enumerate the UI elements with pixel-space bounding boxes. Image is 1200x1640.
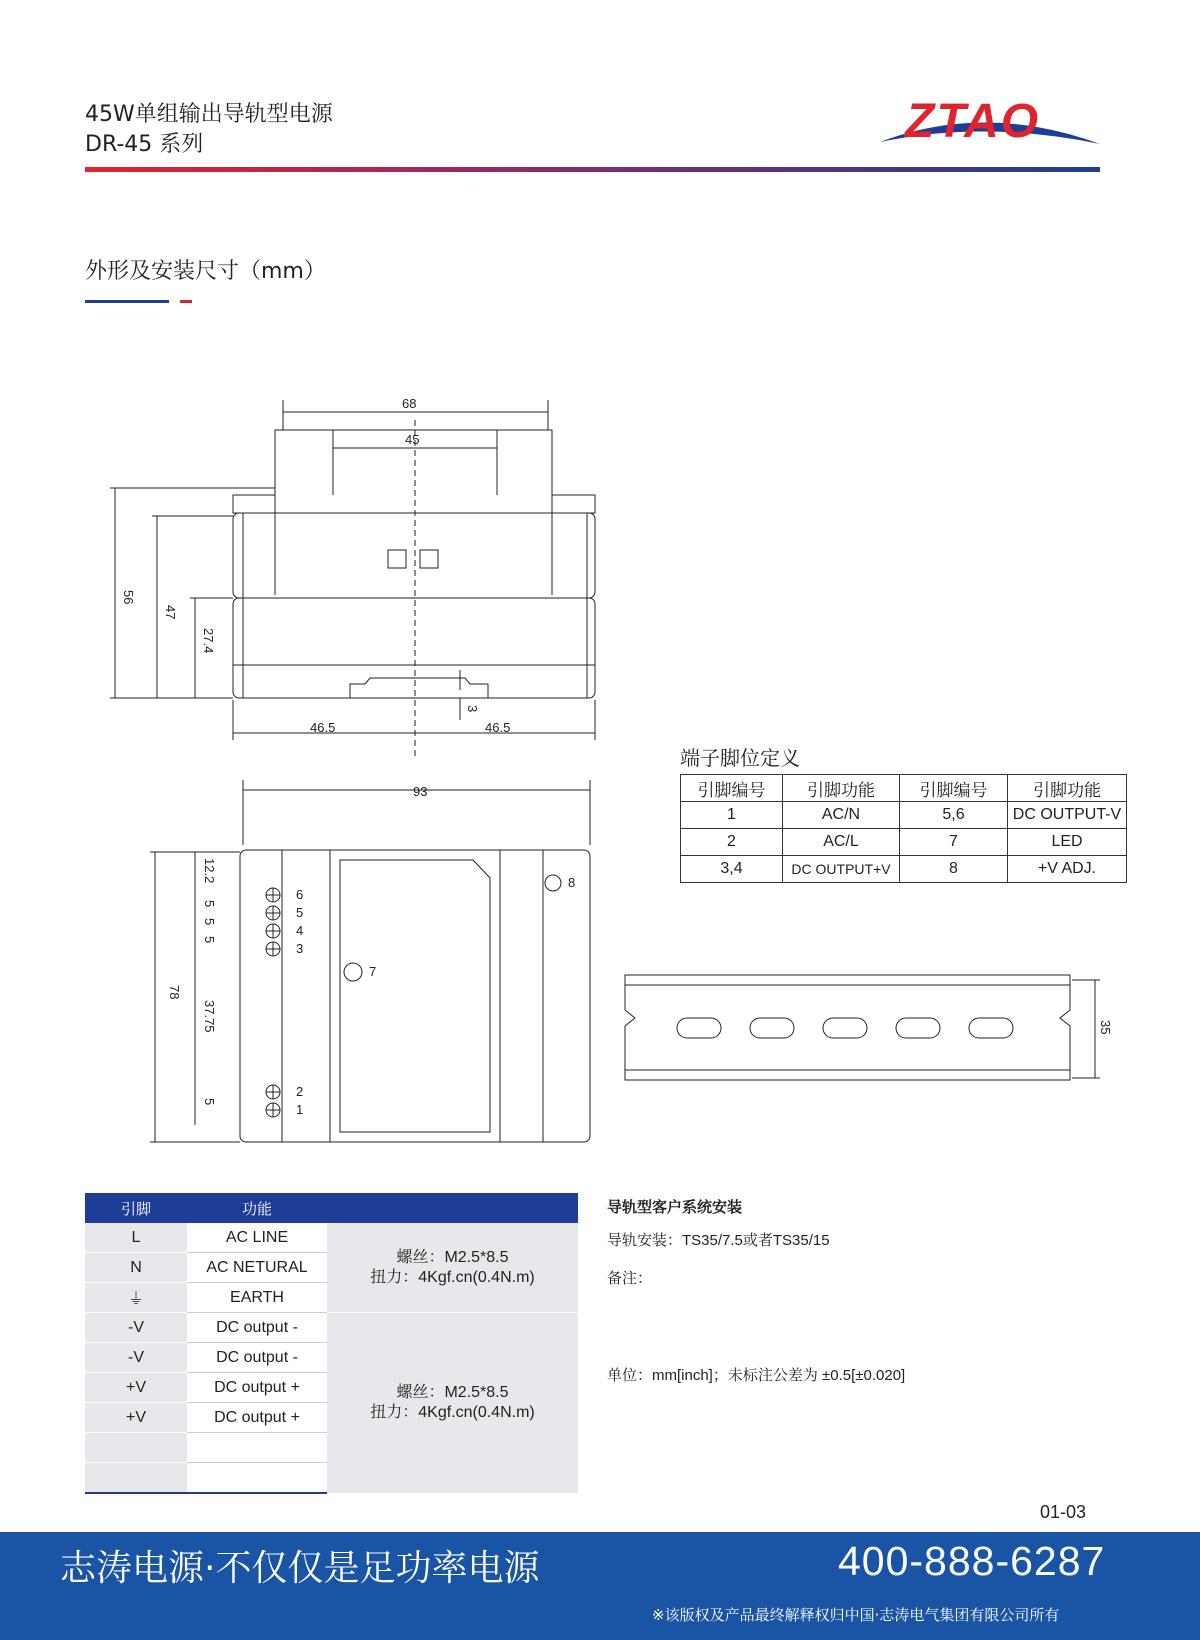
func-pin: N bbox=[85, 1253, 187, 1283]
dim-3: 3 bbox=[465, 705, 480, 713]
spec-screw: 螺丝：M2.5*8.5 bbox=[396, 1383, 509, 1401]
func-header-pin: 引脚 bbox=[85, 1193, 187, 1223]
rail-install-note: 导轨安装：TS35/7.5或者TS35/15 bbox=[607, 1232, 830, 1249]
front-view-drawing bbox=[150, 780, 590, 1150]
pin-cell: DC OUTPUT-V bbox=[1008, 802, 1127, 829]
func-name: DC output - bbox=[187, 1343, 327, 1373]
pin-cell: 7 bbox=[900, 829, 1008, 856]
dim-56: 56 bbox=[121, 590, 136, 605]
pin-cell: +V ADJ. bbox=[1008, 856, 1127, 883]
pin-row bbox=[681, 829, 1127, 856]
led-label: 8 bbox=[568, 875, 576, 890]
spec-screw: 螺丝：M2.5*8.5 bbox=[396, 1248, 509, 1266]
pin-cell: 1 bbox=[681, 802, 783, 829]
pin-definition-title: 端子脚位定义 bbox=[680, 746, 800, 770]
footer-phone: 400-888-6287 bbox=[838, 1538, 1106, 1584]
func-name: DC output + bbox=[187, 1403, 327, 1433]
pin-header-3: 引脚编号 bbox=[900, 775, 1008, 802]
dim-45: 45 bbox=[405, 432, 420, 447]
func-pin: -V bbox=[85, 1343, 187, 1373]
pin-cell: 2 bbox=[681, 829, 783, 856]
footer-slogan: 志涛电源·不仅仅是足功率电源 bbox=[60, 1548, 540, 1589]
title-line-1: 45W单组输出导轨型电源 bbox=[85, 102, 333, 127]
spec-torque: 扭力：4Kgf.cn(0.4N.m) bbox=[370, 1268, 535, 1286]
earth-icon: ⏚ bbox=[85, 1283, 187, 1313]
dim-5-a: 5 bbox=[202, 900, 217, 908]
title-line-2: DR-45 系列 bbox=[85, 132, 204, 157]
page-number: 01-03 bbox=[1040, 1502, 1087, 1522]
footer-copyright: ※该版权及产品最终解释权归中国·志涛电气集团有限公司所有 bbox=[652, 1606, 1060, 1624]
pin-cell: 8 bbox=[900, 856, 1008, 883]
document-title bbox=[85, 100, 333, 160]
func-pin: L bbox=[85, 1223, 187, 1253]
pin-header-1: 引脚编号 bbox=[681, 775, 783, 802]
dim-93: 93 bbox=[413, 784, 428, 799]
pin-cell: LED bbox=[1008, 829, 1127, 856]
rail-dim-35: 35 bbox=[1098, 1020, 1113, 1035]
spec-torque: 扭力：4Kgf.cn(0.4N.m) bbox=[370, 1403, 535, 1421]
pin-row bbox=[681, 802, 1127, 829]
func-name: AC NETURAL bbox=[187, 1253, 327, 1283]
section-rule-blue bbox=[85, 300, 169, 303]
func-pin bbox=[85, 1463, 187, 1494]
pin-definition-table bbox=[680, 774, 1127, 883]
dim-47: 47 bbox=[163, 605, 178, 620]
header-rule bbox=[85, 167, 1100, 172]
logo-text: ZTAO bbox=[905, 95, 1041, 148]
dim-46-5-left: 46.5 bbox=[310, 720, 336, 735]
terminal-screws bbox=[266, 875, 561, 1117]
terminal-label-4: 4 bbox=[296, 923, 304, 938]
func-name bbox=[187, 1463, 327, 1494]
dim-27-4: 27.4 bbox=[201, 628, 216, 654]
dim-68: 68 bbox=[402, 396, 417, 411]
pin-header-2: 引脚功能 bbox=[783, 775, 900, 802]
func-pin: +V bbox=[85, 1403, 187, 1433]
pin-cell: AC/N bbox=[783, 802, 900, 829]
dim-5-d: 5 bbox=[202, 1098, 217, 1106]
func-name bbox=[187, 1433, 327, 1463]
table-row bbox=[85, 1313, 578, 1343]
terminal-label-2: 2 bbox=[296, 1084, 304, 1099]
terminal-label-5: 5 bbox=[296, 905, 304, 920]
dim-5-c: 5 bbox=[202, 936, 217, 944]
unit-note: 单位：mm[inch]；未标注公差为 ±0.5[±0.020] bbox=[607, 1367, 906, 1384]
func-header-function: 功能 bbox=[187, 1193, 327, 1223]
dim-37-75: 37.75 bbox=[202, 1000, 217, 1033]
func-pin bbox=[85, 1433, 187, 1463]
func-name: EARTH bbox=[187, 1283, 327, 1313]
pin-header-4: 引脚功能 bbox=[1008, 775, 1127, 802]
pin-cell: DC OUTPUT+V bbox=[783, 856, 900, 883]
pin-row bbox=[681, 856, 1127, 883]
dim-12-2: 12.2 bbox=[202, 858, 217, 884]
din-rail-drawing bbox=[620, 970, 1113, 1090]
remark-label: 备注： bbox=[607, 1270, 653, 1287]
dim-5-b: 5 bbox=[202, 918, 217, 926]
dim-78: 78 bbox=[167, 985, 182, 1000]
terminal-label-3: 3 bbox=[296, 941, 304, 956]
dim-46-5-right: 46.5 bbox=[485, 720, 511, 735]
spec-group-1 bbox=[327, 1223, 578, 1313]
func-pin: -V bbox=[85, 1313, 187, 1343]
terminal-function-table bbox=[85, 1193, 578, 1494]
pin-cell: 5,6 bbox=[900, 802, 1008, 829]
section-rule-red bbox=[180, 300, 192, 303]
terminal-label-1: 1 bbox=[296, 1102, 304, 1117]
section-title: 外形及安装尺寸（mm） bbox=[85, 259, 326, 284]
func-name: DC output - bbox=[187, 1313, 327, 1343]
terminal-label-6: 6 bbox=[296, 887, 304, 902]
side-view-drawing bbox=[110, 396, 610, 760]
ztao-logo bbox=[875, 92, 1105, 154]
pin-cell: AC/L bbox=[783, 829, 900, 856]
func-name: AC LINE bbox=[187, 1223, 327, 1253]
func-name: DC output + bbox=[187, 1373, 327, 1403]
install-title: 导轨型客户系统安装 bbox=[607, 1199, 743, 1216]
table-row bbox=[85, 1223, 578, 1253]
spec-group-2 bbox=[327, 1313, 578, 1494]
pin-cell: 3,4 bbox=[681, 856, 783, 883]
pot-label: 7 bbox=[369, 964, 377, 979]
func-pin: +V bbox=[85, 1373, 187, 1403]
